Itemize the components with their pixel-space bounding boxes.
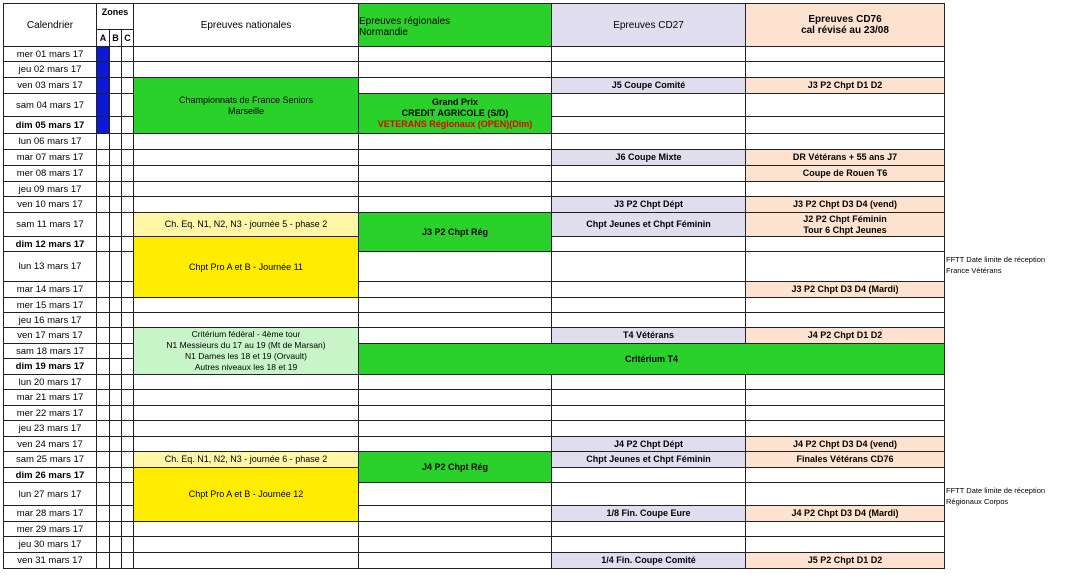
empty-cell — [133, 436, 359, 452]
zone-header-a — [96, 29, 110, 47]
event-line: J4 P2 Chpt Rég — [421, 461, 488, 472]
event-line: Grand Prix — [431, 97, 478, 107]
zone-cell — [96, 405, 110, 421]
day-cell — [3, 343, 97, 359]
side-note — [946, 485, 1045, 507]
day-label: mar 28 mars 17 — [16, 508, 84, 519]
empty-cell — [745, 467, 945, 483]
day-cell — [3, 133, 97, 150]
empty-cell — [358, 552, 552, 569]
event-line: VETERANS Régionaux (OPEN)(Dim) — [377, 119, 533, 129]
header-nationales-label: Epreuves nationales — [200, 19, 292, 31]
empty-cell — [551, 297, 746, 313]
zone-cell — [96, 196, 110, 213]
event-line: J3 P2 Chpt Rég — [421, 226, 488, 237]
zone-cell — [96, 236, 110, 252]
zone-cell — [96, 358, 110, 375]
empty-cell — [358, 436, 552, 452]
day-label: jeu 30 mars 17 — [18, 539, 82, 550]
empty-cell — [745, 312, 945, 328]
event-cd76 — [745, 552, 945, 569]
header-calendrier-label: Calendrier — [26, 19, 74, 31]
day-cell — [3, 521, 97, 537]
event-cd76 — [745, 149, 945, 166]
day-label: mar 14 mars 17 — [16, 284, 84, 295]
day-label: dim 12 mars 17 — [15, 238, 85, 250]
empty-cell — [551, 281, 746, 298]
event-reg — [358, 93, 552, 134]
empty-cell — [551, 482, 746, 506]
event-nat — [133, 236, 359, 298]
empty-cell — [745, 93, 945, 117]
zone-cell — [96, 343, 110, 359]
empty-cell — [133, 133, 359, 150]
side-note-line: FFTT Date limite de réception — [946, 486, 1046, 495]
zone-cell — [96, 552, 110, 569]
empty-cell — [358, 165, 552, 182]
side-note-line: Régionaux Corpos — [946, 497, 1009, 506]
day-cell — [3, 212, 97, 237]
day-label: mer 15 mars 17 — [16, 299, 84, 311]
header-cd76-line: cal révisé au 23/08 — [801, 25, 889, 36]
empty-cell — [358, 297, 552, 313]
empty-cell — [358, 181, 552, 197]
zone-cell — [96, 327, 110, 344]
day-label: ven 17 mars 17 — [17, 330, 83, 341]
zone-cell — [96, 436, 110, 452]
event-line: Chpt Jeunes et Chpt Féminin — [586, 454, 711, 464]
empty-cell — [358, 389, 552, 406]
empty-cell — [551, 251, 746, 282]
event-cd27 — [551, 196, 746, 213]
empty-cell — [358, 133, 552, 150]
empty-cell — [358, 312, 552, 328]
empty-cell — [358, 281, 552, 298]
day-label: dim 05 mars 17 — [15, 119, 85, 131]
day-cell — [3, 327, 97, 344]
event-cd27 — [551, 505, 746, 522]
day-label: mer 22 mars 17 — [16, 407, 84, 419]
event-line: N1 Messieurs du 17 au 19 (Mt de Marsan) — [166, 340, 326, 350]
day-cell — [3, 482, 97, 506]
day-label: mar 21 mars 17 — [16, 392, 84, 403]
event-line: 1/4 Fin. Coupe Comité — [601, 555, 696, 565]
day-cell — [3, 536, 97, 553]
empty-cell — [358, 374, 552, 390]
zone-cell — [96, 281, 110, 298]
event-line: Marseille — [227, 105, 264, 116]
event-nat — [133, 467, 359, 522]
event-line: J4 P2 Chpt D1 D2 — [807, 330, 883, 340]
event-line: J4 P2 Chpt D3 D4 (vend) — [792, 438, 898, 449]
empty-cell — [358, 505, 552, 522]
event-cd27 — [551, 436, 746, 452]
event-line: J2 P2 Chpt Féminin — [803, 213, 887, 224]
empty-cell — [133, 46, 359, 62]
empty-cell — [133, 552, 359, 569]
day-cell — [3, 165, 97, 182]
event-cd27 — [551, 552, 746, 569]
zone-cell — [96, 467, 110, 483]
header-zones-label: Zones — [101, 7, 129, 17]
header-zones — [96, 3, 134, 30]
header-calendrier — [3, 3, 97, 47]
zone-cell — [96, 420, 110, 437]
day-label: jeu 23 mars 17 — [18, 423, 82, 434]
event-nat — [133, 212, 359, 237]
day-label: mar 07 mars 17 — [16, 152, 84, 163]
event-cd76 — [745, 505, 945, 522]
event-cd27 — [551, 327, 746, 344]
event-line: Ch. Eq. N1, N2, N3 - journée 5 - phase 2 — [164, 219, 328, 229]
zone-header-label: C — [124, 32, 131, 43]
event-cd27 — [551, 212, 746, 237]
event-line: 1/8 Fin. Coupe Eure — [606, 508, 691, 518]
empty-cell — [745, 389, 945, 406]
empty-cell — [745, 405, 945, 421]
zone-cell — [96, 374, 110, 390]
event-line: CREDIT AGRICOLE (S/D) — [401, 108, 509, 118]
event-reg — [358, 212, 552, 252]
day-cell — [3, 61, 97, 78]
event-line: Championnats de France Seniors — [178, 94, 314, 105]
zone-cell — [96, 212, 110, 237]
empty-cell — [133, 61, 359, 78]
empty-cell — [745, 251, 945, 282]
empty-cell — [133, 181, 359, 197]
zone-cell — [96, 165, 110, 182]
event-line: Autres niveaux les 18 et 19 — [194, 362, 298, 372]
zone-cell — [96, 77, 110, 94]
empty-cell — [551, 61, 746, 78]
day-cell — [3, 312, 97, 328]
event-line: Finales Vétérans CD76 — [796, 454, 894, 464]
event-line: N1 Dames les 18 et 19 (Orvault) — [185, 351, 307, 361]
empty-cell — [133, 536, 359, 553]
day-cell — [3, 358, 97, 375]
empty-cell — [551, 405, 746, 421]
side-note-line: France Vétérans — [946, 266, 1002, 275]
empty-cell — [745, 46, 945, 62]
day-label: lun 20 mars 17 — [18, 376, 82, 388]
empty-cell — [551, 165, 746, 182]
day-cell — [3, 389, 97, 406]
header-regionales-line: Normandie — [359, 27, 408, 38]
empty-cell — [358, 405, 552, 421]
empty-cell — [551, 181, 746, 197]
event-cd76 — [745, 77, 945, 94]
header-regionales — [358, 3, 552, 47]
event-line: J4 P2 Chpt Dépt — [613, 438, 683, 449]
zone-header-label: B — [112, 32, 119, 43]
event-cd76 — [745, 327, 945, 344]
event-line: Critérium fédéral - 4ème tour — [191, 329, 301, 339]
day-cell — [3, 236, 97, 252]
day-label: dim 26 mars 17 — [15, 469, 85, 481]
day-label: lun 27 mars 17 — [18, 488, 82, 500]
empty-cell — [745, 482, 945, 506]
empty-cell — [745, 297, 945, 313]
zone-cell — [96, 149, 110, 166]
empty-cell — [133, 196, 359, 213]
event-line: Critérium T4 — [624, 353, 678, 364]
empty-cell — [551, 312, 746, 328]
day-cell — [3, 420, 97, 437]
empty-cell — [745, 374, 945, 390]
event-line: J3 P2 Chpt D3 D4 (Mardi) — [791, 284, 899, 294]
event-line: T4 Vétérans — [622, 330, 675, 340]
empty-cell — [551, 236, 746, 252]
header-cd76-line: Epreuves CD76 — [808, 14, 882, 25]
empty-cell — [551, 133, 746, 150]
empty-cell — [133, 405, 359, 421]
day-label: dim 19 mars 17 — [15, 361, 85, 372]
event-line: Chpt Pro A et B - Journée 11 — [189, 261, 303, 272]
event-line: Chpt Jeunes et Chpt Féminin — [586, 219, 711, 229]
event-line: Ch. Eq. N1, N2, N3 - journée 6 - phase 2 — [164, 454, 328, 464]
zone-cell — [96, 536, 110, 553]
zone-cell — [96, 181, 110, 197]
event-line: J3 P2 Chpt Dépt — [613, 199, 683, 209]
event-line: J5 P2 Chpt D1 D2 — [807, 555, 883, 565]
event-cd76 — [745, 451, 945, 468]
zone-cell — [96, 451, 110, 468]
empty-cell — [745, 521, 945, 537]
empty-cell — [133, 312, 359, 328]
day-cell — [3, 46, 97, 62]
empty-cell — [551, 467, 746, 483]
day-label: ven 10 mars 17 — [17, 199, 83, 210]
event-line: J3 P2 Chpt D3 D4 (vend) — [792, 199, 898, 209]
empty-cell — [551, 420, 746, 437]
empty-cell — [133, 165, 359, 182]
event-nat — [133, 327, 359, 375]
day-label: mer 01 mars 17 — [16, 48, 84, 60]
empty-cell — [745, 236, 945, 252]
empty-cell — [358, 482, 552, 506]
empty-cell — [133, 149, 359, 166]
event-reg — [358, 451, 552, 483]
event-line: J5 Coupe Comité — [611, 80, 686, 90]
day-cell — [3, 451, 97, 468]
empty-cell — [745, 61, 945, 78]
event-reg-cd76 — [358, 343, 945, 375]
day-label: jeu 09 mars 17 — [18, 183, 82, 195]
day-label: ven 24 mars 17 — [17, 438, 83, 450]
day-label: lun 13 mars 17 — [18, 261, 82, 272]
zone-cell — [96, 297, 110, 313]
day-cell — [3, 436, 97, 452]
zone-cell — [96, 389, 110, 406]
day-cell — [3, 374, 97, 390]
header-cd27-label: Epreuves CD27 — [613, 19, 684, 31]
event-cd76 — [745, 212, 945, 237]
zone-cell — [96, 61, 110, 78]
empty-cell — [358, 149, 552, 166]
empty-cell — [133, 420, 359, 437]
header-regionales-line: Epreuves régionales — [359, 16, 451, 27]
day-cell — [3, 116, 97, 134]
zone-cell — [96, 505, 110, 522]
empty-cell — [745, 181, 945, 197]
event-cd76 — [745, 165, 945, 182]
event-cd76 — [745, 196, 945, 213]
empty-cell — [745, 133, 945, 150]
zone-cell — [96, 251, 110, 282]
day-label: sam 18 mars 17 — [15, 345, 85, 357]
day-label: jeu 16 mars 17 — [18, 314, 82, 326]
empty-cell — [745, 116, 945, 134]
day-label: lun 06 mars 17 — [18, 136, 82, 147]
zone-cell — [96, 93, 110, 117]
day-label: mer 29 mars 17 — [16, 523, 84, 535]
empty-cell — [358, 521, 552, 537]
day-label: mer 08 mars 17 — [16, 168, 84, 179]
event-line: DR Vétérans + 55 ans J7 — [792, 152, 898, 162]
day-cell — [3, 93, 97, 117]
day-label: sam 11 mars 17 — [16, 219, 84, 230]
empty-cell — [358, 46, 552, 62]
zone-cell — [96, 46, 110, 62]
zone-cell — [96, 521, 110, 537]
day-cell — [3, 196, 97, 213]
event-cd27 — [551, 451, 746, 468]
empty-cell — [358, 251, 552, 282]
empty-cell — [551, 536, 746, 553]
empty-cell — [745, 420, 945, 437]
day-cell — [3, 281, 97, 298]
day-label: ven 03 mars 17 — [17, 80, 83, 91]
event-cd27 — [551, 77, 746, 94]
event-nat — [133, 451, 359, 468]
header-cd76 — [745, 3, 945, 47]
empty-cell — [745, 536, 945, 553]
day-label: ven 31 mars 17 — [17, 555, 83, 566]
day-label: jeu 02 mars 17 — [18, 64, 82, 75]
empty-cell — [358, 420, 552, 437]
event-cd76 — [745, 436, 945, 452]
day-cell — [3, 77, 97, 94]
empty-cell — [358, 327, 552, 344]
empty-cell — [551, 93, 746, 117]
empty-cell — [358, 536, 552, 553]
empty-cell — [358, 196, 552, 213]
day-cell — [3, 505, 97, 522]
zone-cell — [96, 312, 110, 328]
header-cd27 — [551, 3, 746, 47]
event-line: J3 P2 Chpt D1 D2 — [807, 80, 883, 90]
day-cell — [3, 297, 97, 313]
day-cell — [3, 405, 97, 421]
event-cd27 — [551, 149, 746, 166]
zone-cell — [96, 116, 110, 134]
zone-cell — [96, 482, 110, 506]
event-line: Tour 6 Chpt Jeunes — [803, 224, 887, 235]
side-note-line: FFTT Date limite de réception — [946, 255, 1046, 264]
day-cell — [3, 251, 97, 282]
zone-header-label: A — [99, 32, 107, 43]
day-cell — [3, 467, 97, 483]
empty-cell — [551, 389, 746, 406]
empty-cell — [133, 297, 359, 313]
empty-cell — [551, 374, 746, 390]
empty-cell — [551, 521, 746, 537]
event-line: Coupe de Rouen T6 — [802, 168, 888, 178]
event-line: J4 P2 Chpt D3 D4 (Mardi) — [791, 508, 899, 518]
empty-cell — [551, 116, 746, 134]
day-cell — [3, 181, 97, 197]
event-line: J6 Coupe Mixte — [615, 152, 682, 162]
empty-cell — [133, 374, 359, 390]
day-cell — [3, 552, 97, 569]
zone-cell — [96, 133, 110, 150]
event-nat — [133, 77, 359, 134]
event-cd76 — [745, 281, 945, 298]
empty-cell — [133, 389, 359, 406]
day-cell — [3, 149, 97, 166]
empty-cell — [551, 46, 746, 62]
day-label: sam 25 mars 17 — [15, 454, 85, 465]
empty-cell — [133, 521, 359, 537]
empty-cell — [358, 77, 552, 94]
empty-cell — [358, 61, 552, 78]
header-nationales — [133, 3, 359, 47]
day-label: sam 04 mars 17 — [15, 99, 85, 111]
event-line: Chpt Pro A et B - Journée 12 — [188, 489, 304, 499]
side-note — [946, 254, 1045, 276]
